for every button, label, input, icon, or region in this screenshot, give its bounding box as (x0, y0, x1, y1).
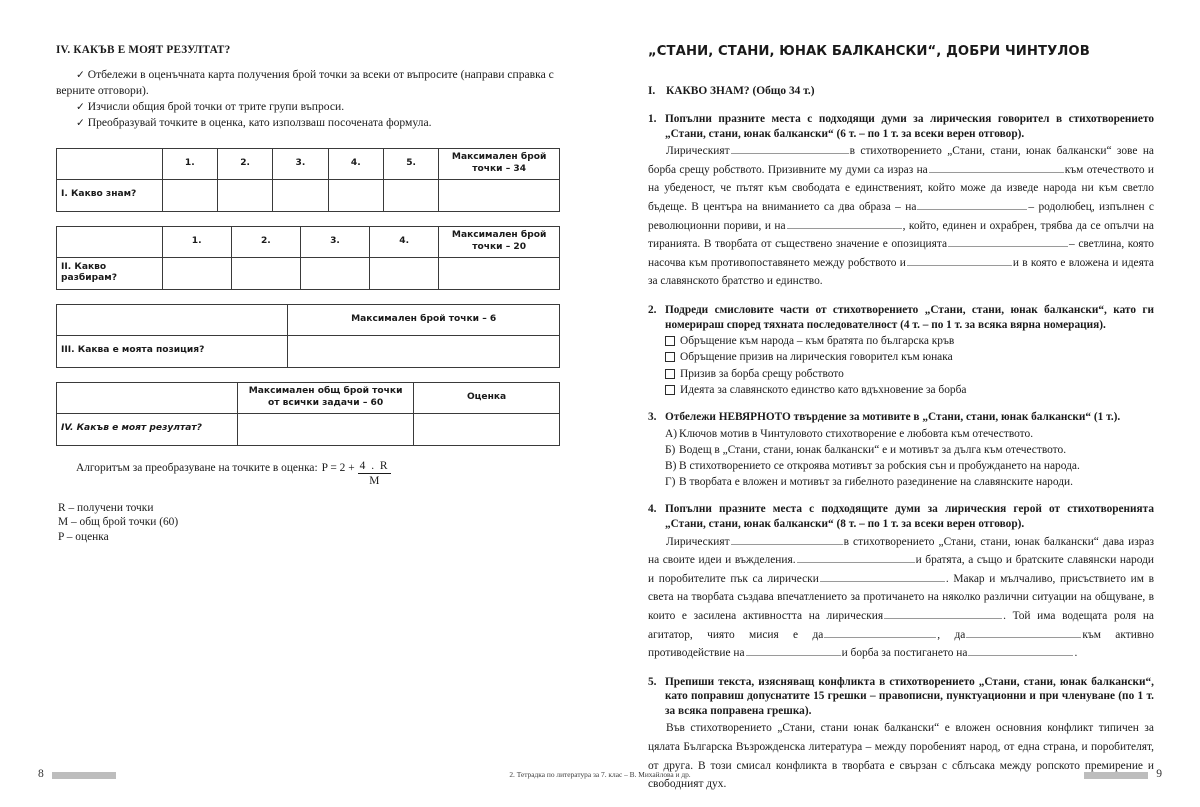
formula-denominator: M (369, 474, 380, 487)
right-page (600, 0, 1200, 807)
table-header-cell (57, 148, 163, 179)
table-header-row (57, 226, 560, 257)
footer-credit: 2. Тетрадка по литература за 7. клас – В. Михайлова и др. (509, 770, 691, 779)
question-head (648, 410, 1154, 425)
table-header-cell: 4. (328, 148, 383, 179)
cloze-text: към отечеството и на убеденост, че пътят към свободата е единственият, който може да изведе народа ни към светло бъдеще. В центъра на вниманието са два образа – на (648, 163, 1154, 213)
list-item[interactable] (665, 426, 1154, 442)
legend-item: P – оценка (58, 530, 109, 543)
table-header-cell: 1. (162, 226, 231, 257)
table-header-cell: Оценка (414, 382, 560, 413)
cloze-text: Лирическият (666, 535, 730, 548)
table-row (57, 179, 560, 211)
list-item[interactable] (665, 382, 1154, 398)
table-poziciya (56, 304, 560, 368)
option-label: Обръщение към народа – към братята по българска кръв (680, 335, 955, 348)
cloze-text: . Макар и мълчаливо, присъствието им в света на творбата създава впечатлението за протичането на няколко различни ситуации на общуване, в които е засилена активността на лирическия (648, 572, 1154, 622)
blank-field[interactable] (907, 254, 1012, 266)
option-label: Идеята за славянското единство като вдъхновение за борба (680, 383, 967, 396)
formula-line (56, 460, 560, 489)
table-header-cell: 3. (300, 226, 369, 257)
blank-field[interactable] (929, 161, 1064, 173)
option-letter: Б) (665, 443, 676, 456)
question-number: 3. (648, 410, 657, 423)
table-row-label: II. Какво разбирам? (57, 257, 163, 289)
checkbox-icon[interactable] (665, 385, 675, 395)
part-heading (648, 85, 1154, 97)
checkbox-icon[interactable] (665, 369, 675, 379)
page-number-left: 8 (38, 767, 44, 780)
formula-legend (56, 501, 560, 545)
checkbox-option-list (648, 333, 1154, 398)
cloze-text: Лирическият (666, 145, 730, 158)
score-cell[interactable] (162, 257, 231, 289)
table-header-cell: 1. (162, 148, 217, 179)
option-label: Ключов мотив в Чинтуловото стихотворение е любовта към отечеството. (679, 427, 1034, 440)
list-item[interactable] (665, 333, 1154, 349)
formula-fraction (358, 459, 391, 488)
checkbox-icon[interactable] (665, 336, 675, 346)
table-header-row (57, 304, 560, 335)
option-letter: А) (665, 427, 678, 440)
cloze-paragraph (648, 533, 1154, 663)
question-prompt: Подреди смисловите части от стихотворението „Стани, стани, юнак балкански“, като ги номерираш според тяхната последователност (4 т. – по 1 т. за всяка вярна номерация). (665, 303, 1154, 331)
list-item (56, 99, 560, 115)
question-3 (648, 410, 1154, 490)
score-cell[interactable] (300, 257, 369, 289)
table-header-cell (57, 382, 238, 413)
cloze-text: и борба за постигането на (841, 647, 968, 660)
cloze-text: и в която е вложена и идеята за славянското братство и единство. (648, 256, 1154, 288)
question-prompt: Препиши текста, изясняващ конфликта в стихотворението „Стани, стани, юнак балкански“, като поправиш допуснатите 15 грешки – правописни, пунктуационни и при членуване (по 1 т. за всяка поправена грешка). (665, 675, 1154, 717)
score-cell[interactable] (439, 257, 560, 289)
blank-field[interactable] (797, 551, 915, 563)
table-header-cell: 3. (273, 148, 328, 179)
table-row-label: I. Какво знам? (57, 179, 163, 211)
part-label: КАКВО ЗНАМ? (Общо 34 т.) (666, 85, 815, 97)
blank-field[interactable] (787, 217, 902, 229)
page-footer (0, 769, 1200, 785)
question-prompt: Попълни празните места с подходящите думи за лирическия герой от стихотворенията „Стани, стани, юнак балкански“ (8 т. – по 1 т. за всеки верен отговор). (665, 503, 1154, 530)
score-cell[interactable] (217, 179, 272, 211)
table-row (57, 413, 560, 445)
legend-item: R – получени точки (58, 501, 154, 514)
grade-cell[interactable] (414, 413, 560, 445)
cloze-text: , да (937, 628, 966, 641)
table-header-row (57, 148, 560, 179)
question-2 (648, 303, 1154, 398)
question-prompt: Отбележи НЕВЯРНОТО твърдение за мотивите в „Стани, стани, юнак балкански“ (1 т.). (665, 410, 1121, 423)
list-item[interactable] (665, 474, 1154, 490)
question-number: 2. (648, 303, 657, 316)
cloze-text: в стихотворението „Стани, стани, юнак балкански“ дава израз на своите идеи и въжделения. (648, 535, 1154, 567)
table-row-label: III. Каква е моята позиция? (57, 335, 288, 367)
blank-field[interactable] (968, 644, 1073, 656)
list-item-label: Преобразувай точките в оценка, като използваш посочената формула. (87, 116, 432, 130)
formula-intro: Алгоритъм за преобразуване на точките в оценка: (76, 461, 318, 474)
list-item (56, 115, 560, 131)
question-number: 5. (648, 675, 657, 688)
cloze-text: , който, единен и охрабрен, трябва да се опълчи на тиранията. В творбата от съществено значение е опозицията (648, 219, 1154, 251)
cloze-text: – светлина, която насочва към противопоставянето между робството и (648, 238, 1154, 269)
blank-field[interactable] (820, 570, 945, 582)
option-label: Призив за борба срещу робството (680, 367, 844, 380)
list-item (56, 67, 560, 99)
option-label: В стихотворението се откроява мотивът за робския сън и пробуждането на народа. (679, 459, 1080, 472)
cloze-text: в стихотворението „Стани, стани, юнак балкански“ зове на борба срещу робството. Призивните му думи са израз на (648, 145, 1154, 176)
score-cell[interactable] (288, 335, 560, 367)
check-icon: ✓ (76, 101, 85, 113)
table-header-cell (57, 304, 288, 335)
question-head (648, 502, 1154, 531)
question-number: 1. (648, 113, 657, 125)
score-cell[interactable] (238, 413, 414, 445)
formula-lead: P = 2 + (321, 461, 355, 474)
check-icon: ✓ (76, 70, 85, 81)
table-rezultat (56, 382, 560, 446)
cloze-text: – родолюбец, изпълнен с революционни пориви, и на (648, 200, 1154, 232)
option-letter: В) (665, 459, 677, 472)
page-number-right: 9 (1156, 767, 1162, 780)
list-item-label: Изчисли общия брой точки от трите групи въпроси. (87, 99, 345, 113)
table-header-cell: 4. (370, 226, 439, 257)
letter-option-list (648, 426, 1154, 491)
table-header-row (57, 382, 560, 413)
table-header-cell: Максимален брой точки – 20 (439, 226, 560, 257)
blank-field[interactable] (824, 626, 936, 638)
list-item[interactable] (665, 458, 1154, 474)
option-label: Обръщение призив на лирическия говорител към юнака (680, 351, 953, 364)
legend-item: M – общ брой точки (60) (58, 516, 179, 529)
score-cell[interactable] (370, 257, 439, 289)
blank-field[interactable] (746, 644, 841, 656)
score-cell[interactable] (328, 179, 383, 211)
question-head (648, 675, 1154, 719)
table-header-cell: Максимален брой точки – 34 (439, 148, 560, 179)
question-1 (648, 112, 1154, 291)
score-cell[interactable] (231, 257, 300, 289)
table-header-cell: 2. (231, 226, 300, 257)
table-header-cell: Максимален общ брой точки от всички задачи – 60 (238, 382, 414, 413)
footer-bar-right (1084, 772, 1148, 779)
cloze-text: към активно противодействие на (648, 628, 1154, 660)
table-header-cell: 5. (383, 148, 438, 179)
score-cell[interactable] (273, 179, 328, 211)
cloze-text: и братята, а също и братските славянски народи и поробителите пък са лирически (648, 554, 1155, 585)
list-item[interactable] (665, 349, 1154, 365)
table-row (57, 257, 560, 289)
page-title: IV. КАКЪВ Е МОЯТ РЕЗУЛТАТ? (56, 44, 231, 56)
question-prompt: Попълни празните места с подходящи думи за лирическия говорител в стихотворението „Стани, стани, юнак балкански“ (6 т. – по 1 т. за всеки верен отговор). (665, 113, 1154, 140)
option-label: Водещ в „Стани, стани, юнак балкански“ е и мотивът за дълга към отечеството. (679, 443, 1067, 456)
question-4 (648, 502, 1154, 662)
table-znam (56, 148, 560, 212)
option-letter: Г) (665, 476, 676, 489)
score-cell[interactable] (162, 179, 217, 211)
list-item[interactable] (665, 366, 1154, 382)
formula-numerator: 4 . R (359, 459, 389, 472)
blank-field[interactable] (966, 626, 1081, 638)
question-head (648, 303, 1154, 332)
question-body-text: Във стихотворението „Стани, стани юнак балкански“ е вложен основния конфликт типичен за цялата Българска Възрожденска литература – между поробеният народ, от една страна, и поробителят, от друга. В този смисал конфликта в творбата е свързан с сблъсака между ропското премирение и свободният дух. (648, 722, 1154, 791)
option-label: В творбата е вложен и мотивът за гибелното разединение на славянските народи. (679, 476, 1073, 489)
question-number: 4. (648, 503, 657, 516)
blank-field[interactable] (884, 607, 1002, 619)
blank-field[interactable] (731, 142, 849, 154)
blank-field[interactable] (917, 198, 1027, 210)
cloze-paragraph (648, 142, 1154, 291)
instruction-list (56, 67, 560, 132)
cloze-text: . Той има водещата роля на агитатор, чиято мисия е да (648, 609, 1154, 641)
score-cell[interactable] (439, 179, 560, 211)
list-item[interactable] (665, 442, 1154, 458)
score-cell[interactable] (383, 179, 438, 211)
question-head (648, 112, 1154, 141)
blank-field[interactable] (731, 533, 843, 545)
grading-formula (56, 460, 560, 545)
checkbox-icon[interactable] (665, 352, 675, 362)
table-row-label: IV. Какъв е моят резултат? (57, 413, 238, 445)
table-row (57, 335, 560, 367)
table-header-cell: Максимален брой точки – 6 (288, 304, 560, 335)
table-header-cell (57, 226, 163, 257)
table-header-cell: 2. (217, 148, 272, 179)
cloze-text: . (1074, 647, 1078, 660)
list-item-label: Отбележи в оценъчната карта получения брой точки за всеки от въпросите (направи справка с верните отговори). (56, 68, 554, 98)
check-icon: ✓ (76, 118, 85, 130)
blank-field[interactable] (948, 235, 1068, 247)
lesson-title: „СТАНИ, СТАНИ, ЮНАК БАЛКАНСКИ“, ДОБРИ ЧИНТУЛОВ (648, 44, 1090, 59)
part-number: I. (648, 85, 656, 97)
table-razbiram (56, 226, 560, 290)
